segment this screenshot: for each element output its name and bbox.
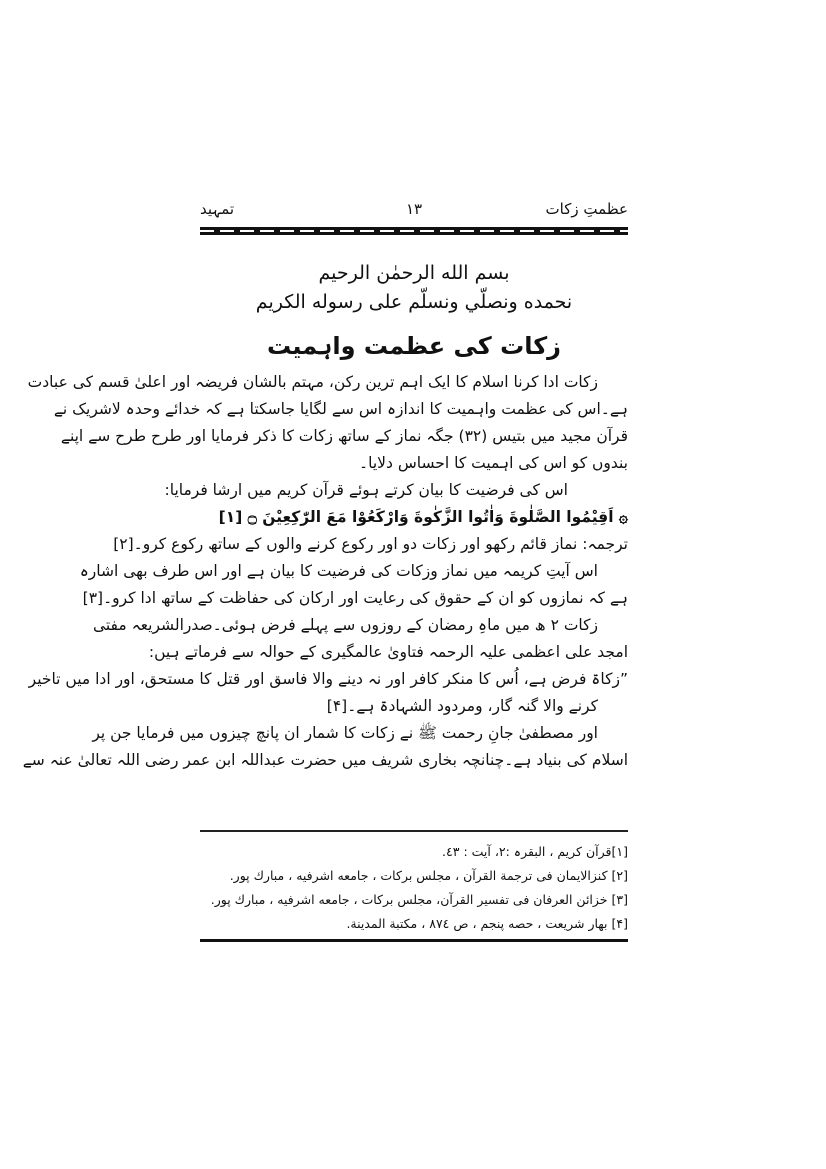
body-text: [22, 369, 628, 774]
body-line: کرنے والا گنہ گار، ومردود الشہادۃ ہے۔[۴]: [326, 697, 598, 715]
body-line: اور مصطفیٰ جانِ رحمت ﷺ نے زکات کا شمار ان پانچ چیزوں میں فرمایا جن پر: [92, 724, 598, 742]
body-line: اس آیتِ کریمہ میں نماز وزکات کی فرضیت کا بیان ہے اور اس طرف بھی اشارہ: [79, 562, 598, 580]
body-line: ہے کہ نمازوں کو ان کے حقوق کی رعایت اور ارکان کی حفاظت کے ساتھ ادا کرو۔[۳]: [82, 589, 628, 607]
footnote: [۲] كنزالايمان فى ترجمة القرآن ، مجلس بركات ، جامعه اشرفيه ، مبارك پور.: [229, 868, 628, 883]
body-line: زکات ادا کرنا اسلام کا ایک اہم ترین رکن، مہتم بالشان فریضہ اور اعلیٰ قسم کی عبادت: [27, 373, 598, 391]
chapter-title: زکات کی عظمت واہمیت: [267, 332, 561, 360]
body-line: قرآن مجید میں بتیس (۳۲) جگہ نماز کے ساتھ زکات کا ذکر فرمایا اور طرح طرح سے اپنے: [60, 427, 628, 445]
body-line: زکات ۲ ھ میں ماہِ رمضان کے روزوں سے پہلے فرض ہوئی۔صدرالشریعہ مفتی: [92, 616, 598, 634]
body-line: ۞ اَقِيْمُوا الصَّلٰوةَ وَاٰتُوا الزَّكٰوةَ وَارْكَعُوْا مَعَ الرّٰكِعِيْنَ ۝ [۱]: [218, 508, 628, 526]
body-line: ہے۔اس کی عظمت واہمیت کا اندازہ اس سے لگایا جاسکتا ہے کہ خدائے وحدہ لاشریک نے: [53, 400, 628, 418]
bottom-divider: [200, 939, 628, 942]
footnotes: [200, 840, 628, 936]
footnote: [۳] خزائن العرفان فى تفسير القرآن، مجلس بركات ، جامعه اشرفيه ، مبارك پور.: [210, 892, 628, 907]
page-header: [200, 200, 628, 224]
footnote: [۱]قرآن کریم ، البقرہ :۲، آیت : ٤٣.: [442, 844, 628, 859]
footnote-divider: [200, 830, 628, 832]
body-line: اس کی فرضیت کا بیان کرتے ہوئے قرآن کریم میں ارشا فرمایا:: [164, 481, 568, 499]
body-line: ترجمہ: نماز قائم رکھو اور زکات دو اور رکوع کرنے والوں کے ساتھ رکوع کرو۔[۲]: [113, 535, 628, 553]
header-divider: [200, 227, 628, 235]
body-line: امجد علی اعظمی علیہ الرحمہ فتاویٰ عالمگیری کے حوالہ سے فرماتے ہیں:: [148, 643, 628, 661]
hamd-line: نحمده ونصلّي ونسلّم على رسوله الكريم: [255, 291, 573, 313]
body-line: بندوں کو اس کی اہمیت کا احساس دلایا۔: [359, 454, 628, 472]
body-line: ”زکاۃ فرض ہے، اُس کا منکر کافر اور نہ دینے والا فاسق اور قتل کا مستحق، اور ادا میں تاخیر: [28, 670, 628, 688]
page-number: ۱۳: [405, 200, 423, 218]
bismillah: بسم الله الرحمٰن الرحيم: [318, 262, 510, 284]
body-line: اسلام کی بنیاد ہے۔چنانچہ بخاری شریف میں حضرت عبداللہ ابن عمر رضی اللہ تعالیٰ عنہ سے: [22, 751, 628, 769]
footnote: [۴] بهار شريعت ، حصه پنجم ، ص ٨٧٤ ، مكتبة المدينة.: [346, 916, 628, 931]
book-title: عظمتِ زکات: [545, 200, 628, 218]
section-title: تمہید: [200, 200, 235, 218]
